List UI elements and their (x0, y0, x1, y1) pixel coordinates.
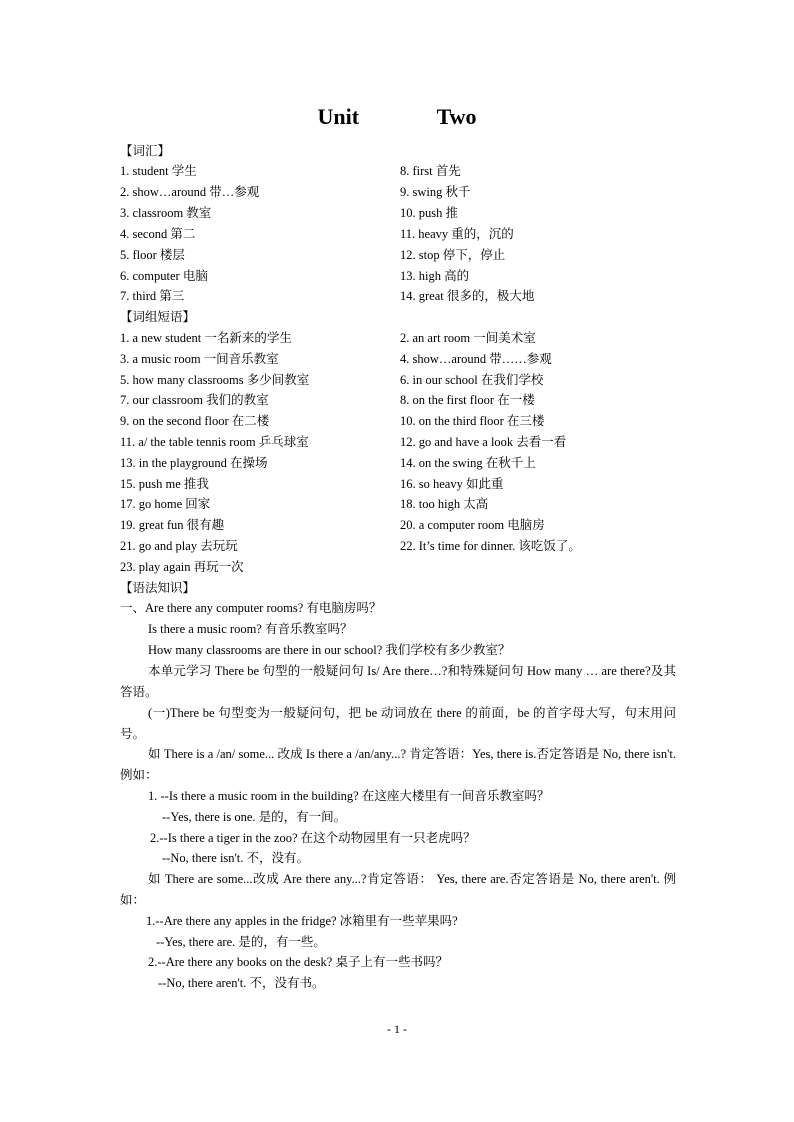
vocab-item: 12. stop 停下，停止 (400, 248, 506, 262)
example-question: 1. --Is there a music room in the building? 在这座大楼里有一间音乐教室吗？ (148, 789, 550, 803)
phrase-item: 2. an art room 一间美术室 (400, 331, 536, 345)
page-title: Unit Two (317, 104, 477, 129)
phrase-item: 19. great fun 很有趣 (120, 518, 225, 532)
phrase-heading: 【词组短语】 (120, 310, 196, 324)
vocab-item: 13. high 高的 (400, 269, 470, 283)
example-answer: --Yes, there is one. 是的，有一间。 (162, 810, 347, 824)
vocab-item: 14. great 很多的，极大地 (400, 289, 535, 303)
vocab-item: 2. show…around 带…参观 (120, 185, 260, 199)
vocab-item: 10. push 推 (400, 206, 458, 220)
example-answer: --No, there aren't. 不，没有书。 (158, 976, 325, 990)
grammar-question: How many classrooms are there in our school? 我们学校有多少教室？ (148, 643, 511, 657)
phrase-item: 3. a music room 一间音乐教室 (120, 352, 279, 366)
vocab-item: 3. classroom 教室 (120, 206, 212, 220)
phrase-item: 20. a computer room 电脑房 (400, 518, 545, 532)
grammar-paragraph: (一)There be 句型变为一般疑问句，把 be 动词放在 there 的前面，be 的首字母大写，句末用问号。 (120, 706, 676, 741)
grammar-paragraph: 本单元学习 There be 句型的一般疑问句 Is/ Are there…?和特殊疑问句 How many … are there?及其答语。 (120, 664, 676, 699)
vocab-item: 1. student 学生 (120, 164, 197, 178)
phrase-item: 10. on the third floor 在三楼 (400, 414, 545, 428)
vocab-item: 8. first 首先 (400, 164, 461, 178)
grammar-paragraph: 如 There is a /an/ some... 改成 Is there a /an/any...? 肯定答语：Yes, there is.否定答语是 No, there isn't. 例如： (120, 747, 676, 782)
phrase-item: 14. on the swing 在秋千上 (400, 456, 536, 470)
phrase-item: 9. on the second floor 在二楼 (120, 414, 270, 428)
phrase-item: 17. go home 回家 (120, 497, 211, 511)
phrase-item: 4. show…around 带……参观 (400, 352, 552, 366)
phrase-item: 13. in the playground 在操场 (120, 456, 268, 470)
phrase-item: 18. too high 太高 (400, 497, 489, 511)
phrase-item: 7. our classroom 我们的教室 (120, 393, 269, 407)
example-answer: --Yes, there are. 是的，有一些。 (156, 935, 326, 949)
example-question: 2.--Is there a tiger in the zoo? 在这个动物园里有一只老虎吗？ (150, 831, 476, 845)
vocab-item: 11. heavy 重的，沉的 (400, 227, 514, 241)
vocab-item: 6. computer 电脑 (120, 269, 208, 283)
grammar-heading: 【语法知识】 (120, 581, 196, 595)
example-question: 1.--Are there any apples in the fridge? 冰箱里有一些苹果吗? (146, 914, 458, 928)
example-question: 2.--Are there any books on the desk? 桌子上有一些书吗？ (148, 955, 448, 969)
phrase-item: 12. go and have a look 去看一看 (400, 435, 567, 449)
phrase-item: 11. a/ the table tennis room 乒乓球室 (120, 435, 309, 449)
grammar-paragraph: 如 There are some...改成 Are there any...?肯定答语： Yes, there are.否定答语是 No, there aren't. 例如： (120, 872, 676, 907)
vocab-item: 7. third 第三 (120, 289, 185, 303)
phrase-item: 8. on the first floor 在一楼 (400, 393, 535, 407)
phrase-item: 5. how many classrooms 多少间教室 (120, 373, 310, 387)
phrase-item: 23. play again 再玩一次 (120, 560, 244, 574)
page-number: - 1 - (387, 1022, 407, 1036)
example-answer: --No, there isn't. 不，没有。 (162, 851, 310, 865)
phrase-item: 22. It’s time for dinner. 该吃饭了。 (400, 539, 581, 553)
phrase-item: 1. a new student 一名新来的学生 (120, 331, 292, 345)
grammar-question: 一、Are there any computer rooms? 有电脑房吗？ (120, 601, 382, 615)
vocab-item: 9. swing 秋千 (400, 185, 471, 199)
phrase-item: 15. push me 推我 (120, 477, 209, 491)
phrase-item: 6. in our school 在我们学校 (400, 373, 544, 387)
vocab-heading: 【词汇】 (120, 144, 171, 158)
phrase-item: 21. go and play 去玩玩 (120, 539, 238, 553)
phrase-item: 16. so heavy 如此重 (400, 477, 504, 491)
vocab-item: 4. second 第二 (120, 227, 196, 241)
vocab-item: 5. floor 楼层 (120, 248, 185, 262)
grammar-question: Is there a music room? 有音乐教室吗？ (148, 622, 353, 636)
